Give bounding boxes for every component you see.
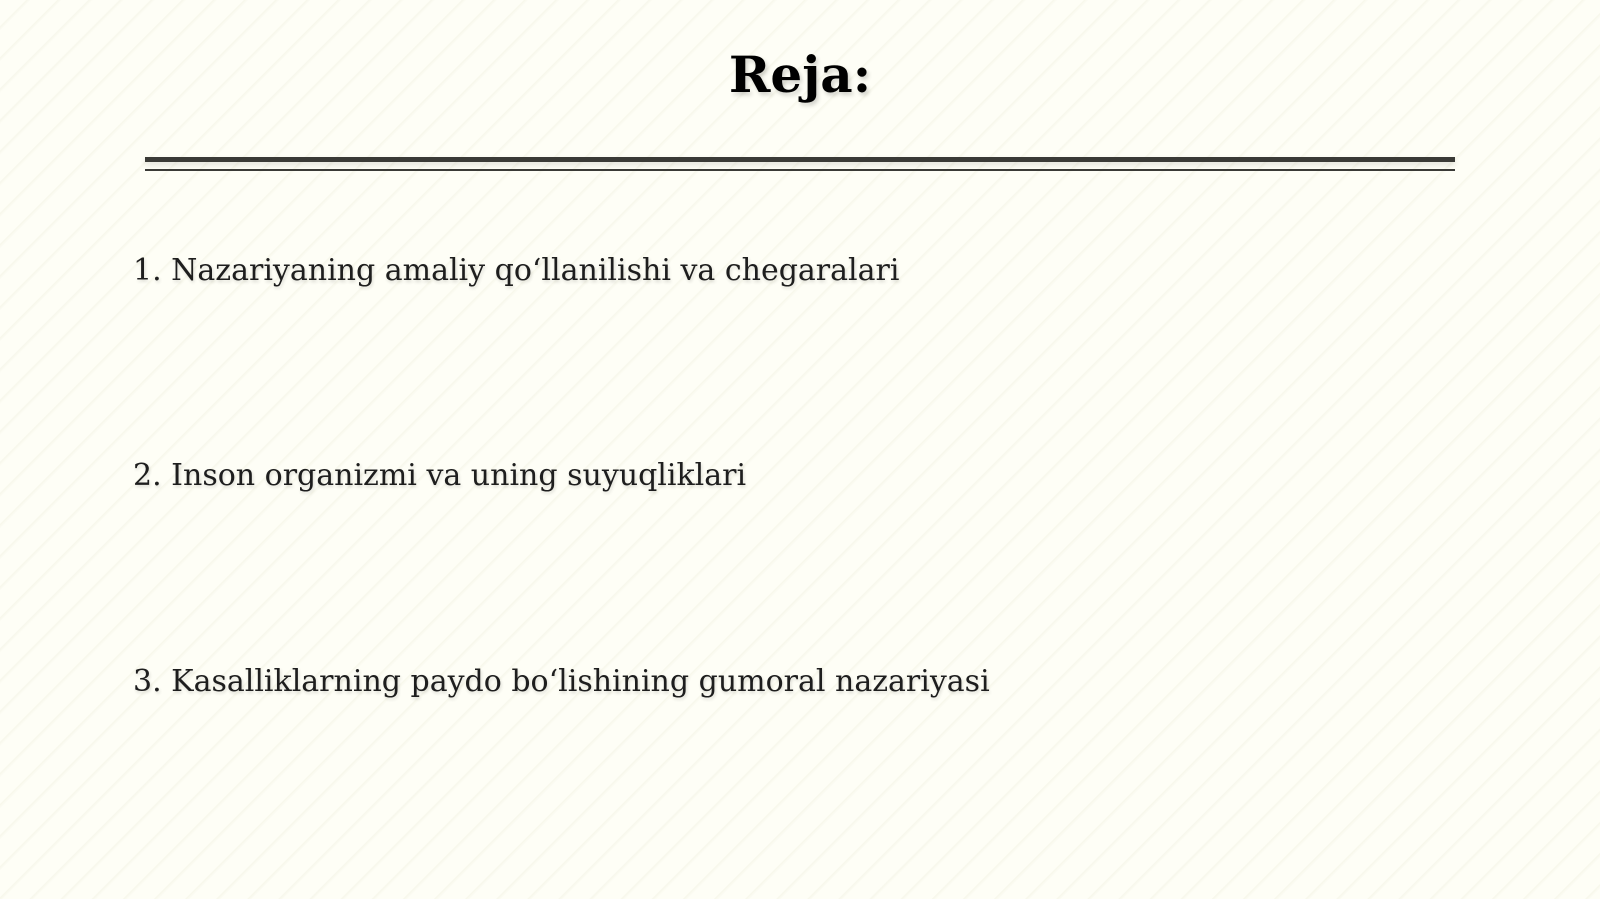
title-divider-thick — [145, 157, 1455, 162]
plan-item-3: 3. Kasalliklarning paydo bo‘lishining gumoral nazariyasi — [133, 664, 990, 699]
title-divider-thin — [145, 169, 1455, 171]
plan-item-1: 1. Nazariyaning amaliy qo‘llanilishi va chegaralari — [133, 253, 900, 288]
slide-title: Reja: — [728, 45, 872, 104]
plan-item-2: 2. Inson organizmi va uning suyuqliklari — [133, 458, 747, 493]
